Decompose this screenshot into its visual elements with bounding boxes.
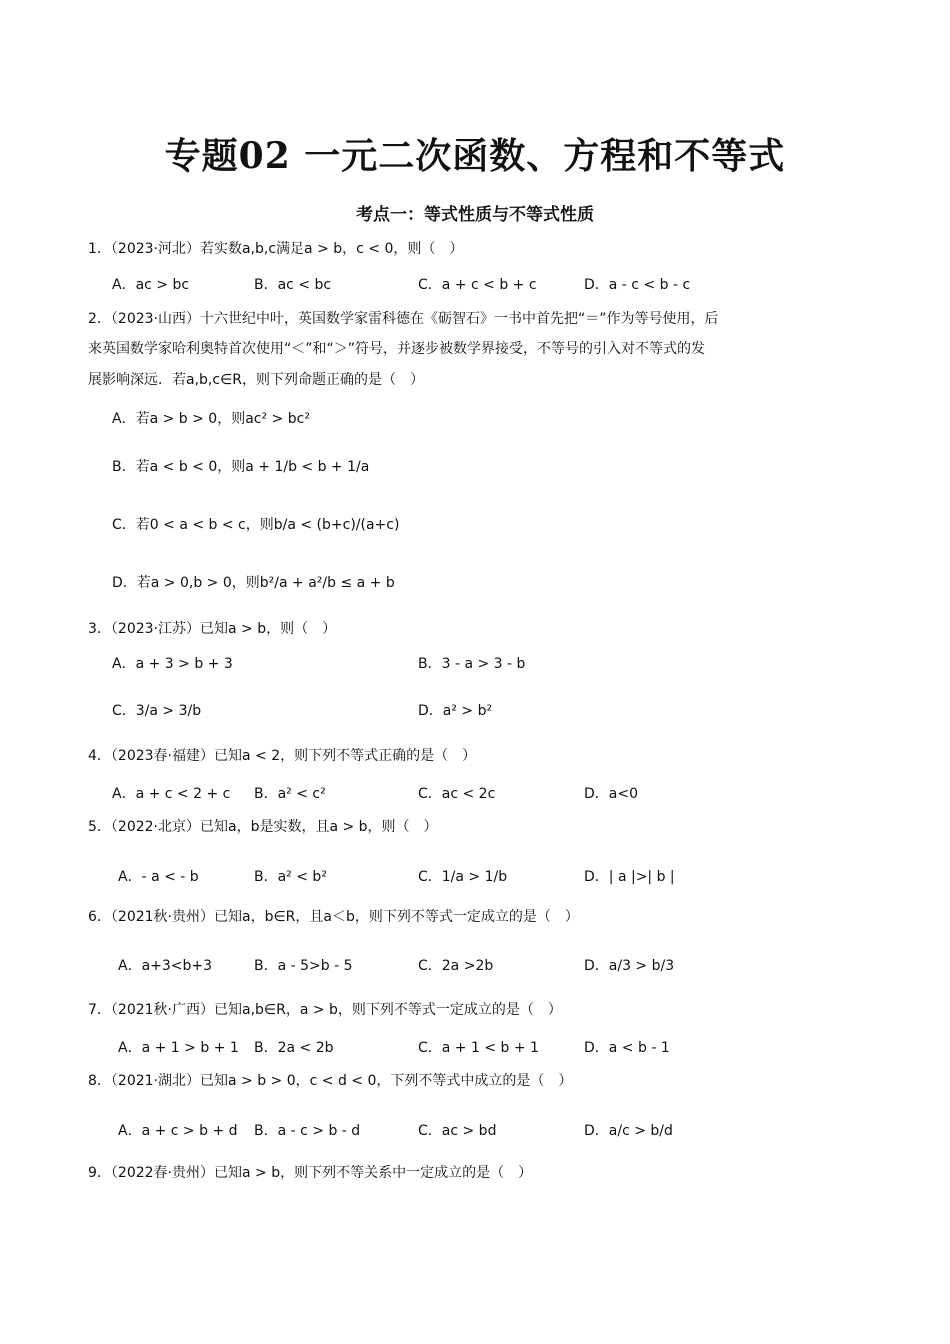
- question-8-option-b: B．a - c > b - d: [254, 1123, 361, 1139]
- question-6-option-d: D．a/3 > b/3: [584, 958, 675, 974]
- question-3-option-d: D．a² > b²: [418, 703, 493, 719]
- question-7-option-a: A．a + 1 > b + 1: [118, 1040, 239, 1056]
- question-8-stem: 8．（2021·湖北）已知a > b > 0，c < d < 0，下列不等式中成立的是（ ）: [88, 1073, 573, 1089]
- question-3-stem: 3．（2023·江苏）已知a > b，则（ ）: [88, 621, 337, 637]
- question-7-option-b: B．2a < 2b: [254, 1040, 334, 1056]
- question-2-stem-line-3: 展影响深远．若a,b,c∈R，则下列命题正确的是（ ）: [88, 372, 424, 388]
- question-6-stem: 6．（2021秋·贵州）已知a，b∈R，且a＜b，则下列不等式一定成立的是（ ）: [88, 909, 579, 925]
- question-1-option-b: B．ac < bc: [254, 277, 332, 293]
- question-2-stem-line-1: 2．（2023·山西）十六世纪中叶，英国数学家雷科德在《砺智石》一书中首先把“＝”作为等号使用，后: [88, 311, 719, 327]
- question-4-option-c: C．ac < 2c: [418, 786, 496, 802]
- question-3-option-c: C．3/a > 3/b: [112, 703, 202, 719]
- question-8-option-c: C．ac > bd: [418, 1123, 497, 1139]
- question-3-option-b: B．3 - a > 3 - b: [418, 656, 526, 672]
- question-6-option-b: B．a - 5>b - 5: [254, 958, 353, 974]
- question-9-stem: 9．（2022春·贵州）已知a > b，则下列不等关系中一定成立的是（ ）: [88, 1165, 533, 1181]
- page-title: 专题02 一元二次函数、方程和不等式: [164, 135, 786, 177]
- question-5-option-d: D．| a |>| b |: [584, 869, 675, 885]
- question-1-option-d: D．a - c < b - c: [584, 277, 691, 293]
- question-7-option-c: C．a + 1 < b + 1: [418, 1040, 539, 1056]
- question-4-option-b: B．a² < c²: [254, 786, 326, 802]
- question-5-option-b: B．a² < b²: [254, 869, 327, 885]
- question-1-option-c: C．a + c < b + c: [418, 277, 537, 293]
- question-2-option-d: D．若a > 0,b > 0，则b²/a + a²/b ≤ a + b: [112, 575, 395, 591]
- question-7-stem: 7．（2021秋·广西）已知a,b∈R，a > b，则下列不等式一定成立的是（ ）: [88, 1002, 562, 1018]
- section-heading: 考点一：等式性质与不等式性质: [356, 205, 594, 225]
- question-1-option-a: A．ac > bc: [112, 277, 190, 293]
- question-6-option-a: A．a+3<b+3: [118, 958, 213, 974]
- question-1-stem: 1．（2023·河北）若实数a,b,c满足a > b，c < 0，则（ ）: [88, 241, 464, 257]
- question-8-option-a: A．a + c > b + d: [118, 1123, 238, 1139]
- question-5-option-a: A．- a < - b: [118, 869, 199, 885]
- question-7-option-d: D．a < b - 1: [584, 1040, 670, 1056]
- question-3-option-a: A．a + 3 > b + 3: [112, 656, 233, 672]
- question-5-stem: 5．（2022·北京）已知a，b是实数，且a > b，则（ ）: [88, 819, 438, 835]
- question-2-option-b: B．若a < b < 0，则a + 1/b < b + 1/a: [112, 459, 370, 475]
- question-4-option-a: A．a + c < 2 + c: [112, 786, 231, 802]
- question-2-option-c: C．若0 < a < b < c，则b/a < (b+c)/(a+c): [112, 517, 400, 533]
- question-5-option-c: C．1/a > 1/b: [418, 869, 508, 885]
- question-2-option-a: A．若a > b > 0，则ac² > bc²: [112, 411, 310, 427]
- question-8-option-d: D．a/c > b/d: [584, 1123, 673, 1139]
- question-4-option-d: D．a<0: [584, 786, 638, 802]
- question-4-stem: 4．（2023春·福建）已知a < 2，则下列不等式正确的是（ ）: [88, 748, 477, 764]
- question-2-stem-line-2: 来英国数学家哈利奥特首次使用“＜”和“＞”符号，并逐步被数学界接受，不等号的引入对不等式的发: [88, 341, 706, 357]
- question-6-option-c: C．2a >2b: [418, 958, 494, 974]
